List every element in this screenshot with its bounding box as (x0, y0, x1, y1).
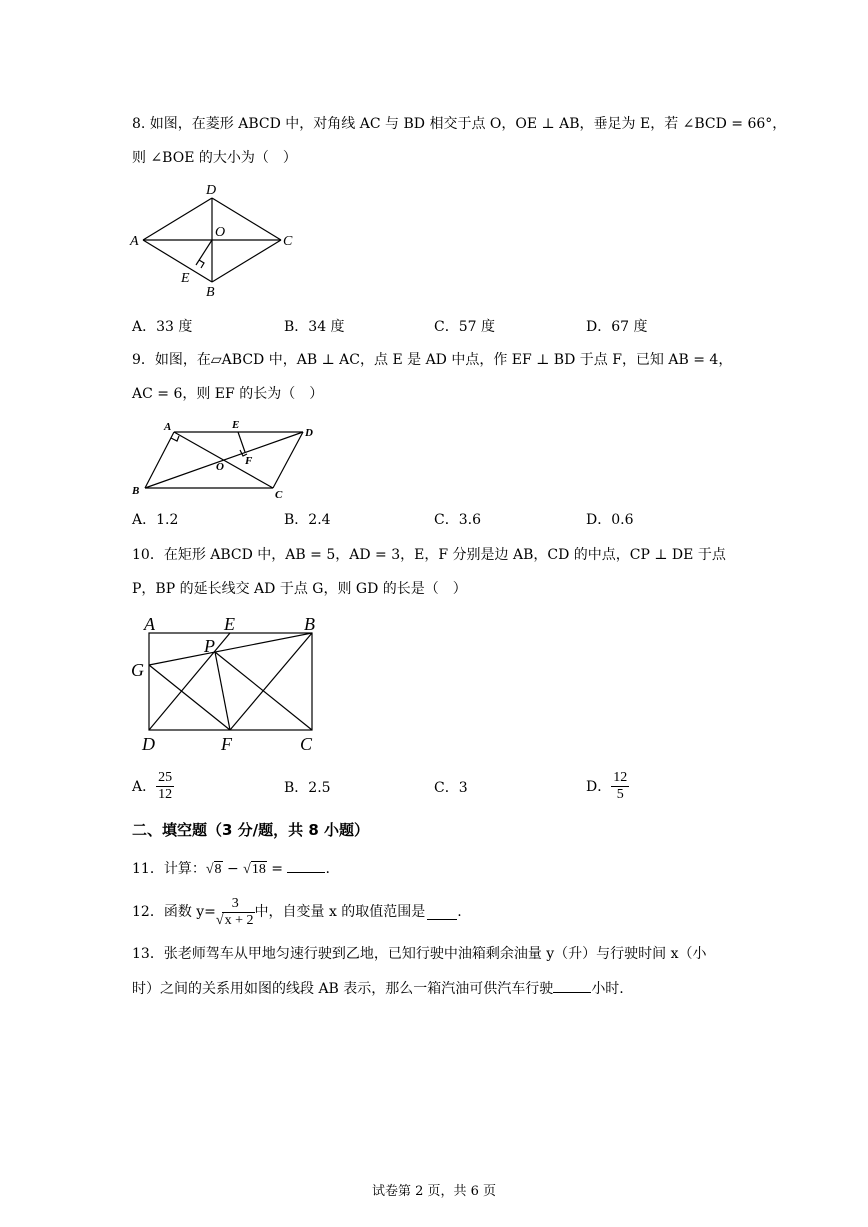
q13-text: 13．张老师驾车从甲地匀速行驶到乙地，已知行驶中油箱剩余油量 y（升）与行驶时间 x（小 (132, 946, 707, 962)
q10-option-a-label: A． (132, 778, 157, 795)
q9-text-line2: AC = 6，则 EF 的长为（ ） (132, 386, 324, 402)
q9-label-C: C (275, 489, 283, 501)
q11-sqrt-2: √18 (243, 862, 266, 877)
q12-suffix: 中，自变量 x 的取值范围是 (254, 904, 426, 920)
q9-option-d[interactable]: D．0.6 (586, 512, 634, 528)
q9-label-A: A (164, 421, 172, 433)
q12-numerator: 3 (222, 896, 249, 913)
q9-label-F: F (245, 455, 253, 467)
q13-text-line2-end: 小时. (591, 981, 624, 997)
q11-suffix: . (325, 861, 330, 877)
q9-option-b[interactable]: B．2.4 (284, 512, 331, 528)
section-heading: 二、填空题（3 分/题，共 8 小题） (132, 821, 370, 839)
q8-option-d[interactable]: D．67 度 (586, 319, 648, 335)
q8-text: 8. 如图，在菱形 ABCD 中，对角线 AC 与 BD 相交于点 O，OE ⊥ AB，垂足为 E，若 ∠BCD = 66°， (132, 116, 787, 132)
q8-option-a[interactable]: A．33 度 (132, 319, 193, 335)
q10-label-P: P (204, 636, 215, 656)
q10-option-d[interactable] (586, 770, 629, 803)
q11-sqrt-1: √8 (205, 862, 222, 877)
q10-label-E: E (224, 614, 235, 634)
q10-rectangle-figure (126, 610, 326, 760)
q8-label-D: D (206, 183, 217, 198)
q9-label-E: E (232, 419, 240, 431)
q10-option-d-denominator: 5 (616, 787, 624, 802)
q12-end: . (457, 904, 462, 920)
q11-radicand-2: 18 (251, 862, 266, 877)
q13-text-line2 (132, 978, 624, 999)
q8-option-b[interactable]: B．34 度 (284, 319, 345, 335)
q10-option-a-numerator: 25 (158, 770, 173, 785)
q10-option-c[interactable]: C．3 (434, 780, 468, 796)
q13-text-line2-start: 时）之间的关系用如图的线段 AB 表示，那么一箱汽油可供汽车行驶 (132, 981, 554, 997)
q12-fraction (216, 896, 255, 929)
q12-denominator: √x + 2 (215, 912, 254, 928)
q13-answer-blank[interactable] (553, 978, 591, 993)
q10-option-a-fraction (156, 770, 174, 803)
q8-label-B: B (206, 285, 215, 300)
q10-text-line2: P，BP 的延长线交 AD 于点 G，则 GD 的长是（ ） (132, 581, 467, 597)
q10-label-A: A (144, 614, 155, 634)
q8-label-O: O (215, 225, 226, 240)
q10-option-d-numerator: 12 (613, 770, 628, 785)
q8-label-A: A (130, 234, 139, 249)
q8-rhombus-figure (126, 180, 306, 300)
q10-label-B: B (304, 614, 315, 634)
q12-radicand: x + 2 (224, 912, 254, 928)
q8-text-line2: 则 ∠BOE 的大小为（ ） (132, 150, 297, 166)
q10-label-G: G (131, 660, 144, 680)
q11-radicand-1: 8 (214, 862, 222, 877)
q9-parallelogram-figure (128, 412, 328, 504)
q12-line (132, 892, 462, 932)
q8-label-E: E (181, 271, 190, 286)
q9-label-O: O (216, 461, 224, 473)
q10-option-b[interactable]: B．2.5 (284, 780, 331, 796)
q9-option-a[interactable]: A．1.2 (132, 512, 179, 528)
q9-label-B: B (132, 485, 140, 497)
q8-option-c[interactable]: C．57 度 (434, 319, 495, 335)
q10-text: 10．在矩形 ABCD 中，AB = 5，AD = 3，E，F 分别是边 AB，CD 的中点，CP ⊥ DE 于点 (132, 547, 726, 563)
q10-option-d-fraction (611, 770, 629, 803)
q8-label-C: C (283, 234, 293, 249)
q12-prefix: 12．函数 y= (132, 904, 216, 920)
q10-option-a[interactable] (132, 770, 174, 803)
q10-label-C: C (300, 734, 313, 754)
q11-line: 11．计算：√8 − √18 = . (132, 858, 330, 880)
q9-label-D: D (305, 427, 313, 439)
page-footer: 试卷第 2 页，共 6 页 (371, 1184, 497, 1199)
q11-answer-blank[interactable] (287, 858, 325, 873)
q11-prefix: 11．计算： (132, 861, 206, 877)
q10-option-d-label: D． (586, 778, 612, 795)
q9-text: 9．如图，在▱ABCD 中，AB ⊥ AC，点 E 是 AD 中点，作 EF ⊥ BD 于点 F，已知 AB = 4， (132, 352, 733, 368)
q10-option-a-denominator: 12 (158, 787, 173, 802)
q9-option-c[interactable]: C．3.6 (434, 512, 481, 528)
q12-answer-blank[interactable] (427, 905, 457, 920)
q10-label-D: D (142, 734, 155, 754)
q10-label-F: F (221, 734, 232, 754)
